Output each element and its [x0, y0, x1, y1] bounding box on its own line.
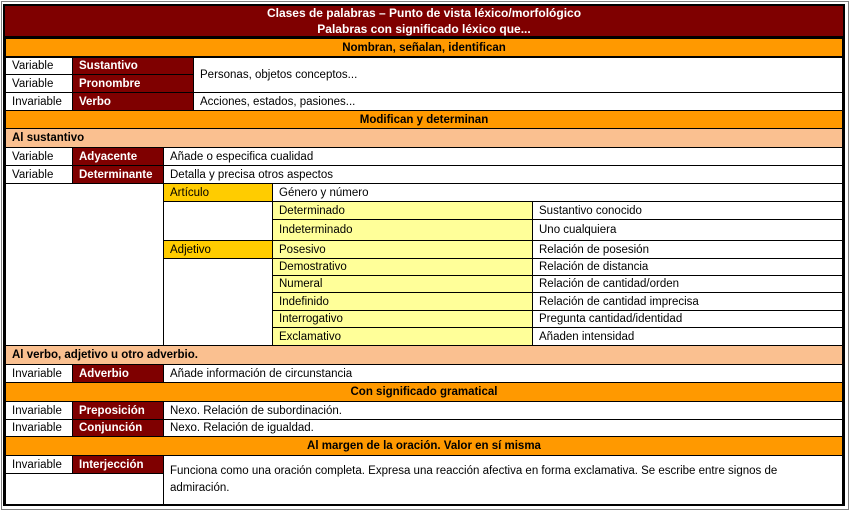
type-description: Sustantivo conocido: [532, 201, 843, 220]
word-class-interjeccion: Interjección: [72, 455, 164, 474]
type-description: Relación de cantidad/orden: [532, 275, 843, 293]
section-modifican: Modifican y determinan: [5, 110, 843, 129]
type-determinado: Determinado: [272, 201, 533, 220]
description-cell: Añade o especifica cualidad: [163, 147, 843, 166]
empty-cell: [163, 201, 273, 241]
description-cell: Nexo. Relación de subordinación.: [163, 401, 843, 420]
variability-cell: Variable: [5, 165, 73, 184]
type-interrogativo: Interrogativo: [272, 310, 533, 328]
word-class-adyacente: Adyacente: [72, 147, 164, 166]
empty-cell: [5, 183, 164, 346]
variability-cell: Invariable: [5, 401, 73, 420]
variability-cell: Invariable: [5, 419, 73, 437]
empty-cell: [163, 258, 273, 346]
description-cell: Funciona como una oración completa. Expresa una reacción afectiva en forma exclamativa. Se escribe entre signos de admiración.: [163, 455, 843, 505]
word-class-verbo: Verbo: [72, 92, 194, 111]
description-cell: Añade información de circunstancia: [163, 364, 843, 383]
variability-cell: Invariable: [5, 92, 73, 111]
word-class-sustantivo: Sustantivo: [72, 57, 194, 75]
title-line-2: Palabras con significado léxico que...: [317, 22, 531, 36]
variability-cell: Variable: [5, 57, 73, 75]
section-al-margen: Al margen de la oración. Valor en sí misma: [5, 436, 843, 456]
table-title: [5, 6, 843, 38]
description-cell: Detalla y precisa otros aspectos: [163, 165, 843, 184]
type-description: Uno cualquiera: [532, 219, 843, 241]
category-articulo: Artículo: [163, 183, 273, 202]
type-numeral: Numeral: [272, 275, 533, 293]
variability-cell: Invariable: [5, 364, 73, 383]
description-cell: Nexo. Relación de igualdad.: [163, 419, 843, 437]
word-class-preposicion: Preposición: [72, 401, 164, 420]
shared-description: Personas, objetos conceptos...: [193, 57, 843, 93]
subsection-al-verbo: Al verbo, adjetivo u otro adverbio.: [5, 345, 843, 365]
type-description: Relación de posesión: [532, 240, 843, 259]
section-gramatical: Con significado gramatical: [5, 382, 843, 402]
type-indefinido: Indefinido: [272, 292, 533, 311]
empty-cell: [5, 473, 164, 505]
word-class-conjuncion: Conjunción: [72, 419, 164, 437]
type-posesivo: Posesivo: [272, 240, 533, 259]
word-class-adverbio: Adverbio: [72, 364, 164, 383]
variability-cell: Invariable: [5, 455, 73, 474]
type-exclamativo: Exclamativo: [272, 327, 533, 346]
type-demostrativo: Demostrativo: [272, 258, 533, 276]
subsection-al-sustantivo: Al sustantivo: [5, 128, 843, 148]
category-adjetivo: Adjetivo: [163, 240, 273, 259]
word-class-determinante: Determinante: [72, 165, 164, 184]
description-cell: Acciones, estados, pasiones...: [193, 92, 843, 111]
word-class-pronombre: Pronombre: [72, 74, 194, 93]
type-description: Añaden intensidad: [532, 327, 843, 346]
type-description: Relación de distancia: [532, 258, 843, 276]
type-indeterminado: Indeterminado: [272, 219, 533, 241]
type-description: Relación de cantidad imprecisa: [532, 292, 843, 311]
section-nombran: Nombran, señalan, identifican: [5, 38, 843, 57]
variability-cell: Variable: [5, 74, 73, 93]
variability-cell: Variable: [5, 147, 73, 166]
articulo-description: Género y número: [272, 183, 843, 202]
type-description: Pregunta cantidad/identidad: [532, 310, 843, 328]
title-line-1: Clases de palabras – Punto de vista léxico/morfológico: [266, 6, 582, 20]
